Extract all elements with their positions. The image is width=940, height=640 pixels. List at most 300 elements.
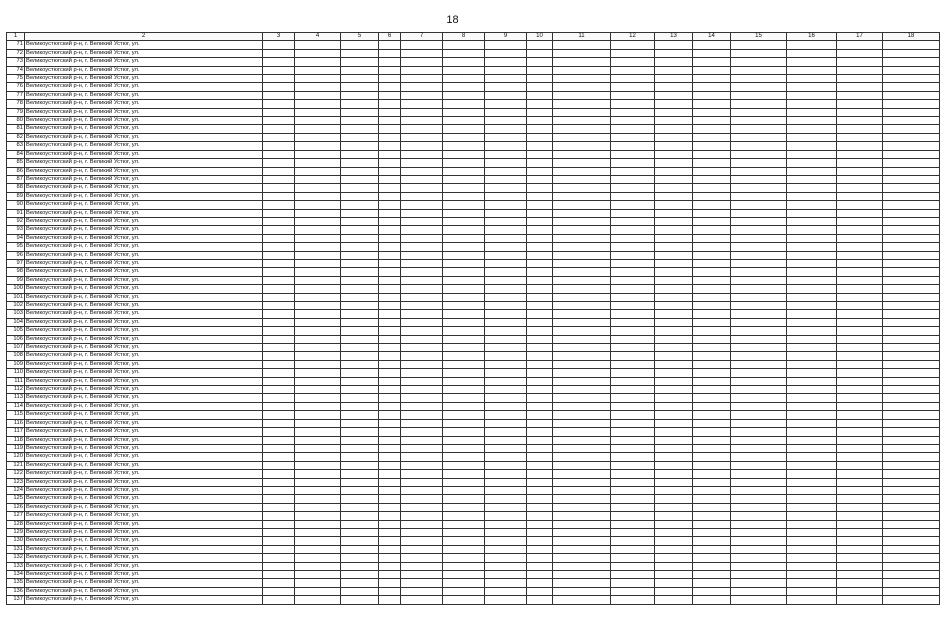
- row-number-cell: 118: [7, 436, 25, 444]
- table-row: [7, 495, 940, 503]
- table-row: [7, 133, 940, 141]
- table-cell: [263, 108, 295, 116]
- table-cell: [295, 444, 341, 452]
- table-cell: [341, 411, 379, 419]
- column-number-cell: 11: [553, 33, 611, 41]
- table-row: [7, 335, 940, 343]
- table-cell: [553, 133, 611, 141]
- table-cell: [295, 192, 341, 200]
- page-number: 18: [446, 14, 459, 26]
- table-cell: [787, 520, 837, 528]
- address-cell: Великоустюгский р-н, г. Великий Устюг, ул.: [25, 470, 263, 478]
- address-cell: Великоустюгский р-н, г. Великий Устюг, ул.: [25, 571, 263, 579]
- table-cell: [341, 520, 379, 528]
- table-cell: [787, 545, 837, 553]
- table-cell: [527, 335, 553, 343]
- table-cell: [341, 394, 379, 402]
- row-number-cell: 134: [7, 571, 25, 579]
- table-cell: [731, 125, 787, 133]
- row-number-cell: 112: [7, 386, 25, 394]
- table-cell: [787, 386, 837, 394]
- row-number-cell: 114: [7, 402, 25, 410]
- table-cell: [263, 394, 295, 402]
- table-cell: [693, 461, 731, 469]
- table-cell: [553, 268, 611, 276]
- table-cell: [295, 503, 341, 511]
- table-cell: [401, 377, 443, 385]
- table-cell: [341, 554, 379, 562]
- column-number-cell: 13: [655, 33, 693, 41]
- table-cell: [401, 503, 443, 511]
- table-cell: [443, 503, 485, 511]
- table-cell: [527, 91, 553, 99]
- table-cell: [341, 478, 379, 486]
- row-number-cell: 96: [7, 251, 25, 259]
- table-cell: [837, 411, 883, 419]
- table-cell: [883, 394, 940, 402]
- table-cell: [693, 142, 731, 150]
- table-cell: [527, 402, 553, 410]
- table-cell: [443, 49, 485, 57]
- table-cell: [693, 537, 731, 545]
- table-row: [7, 419, 940, 427]
- table-cell: [553, 66, 611, 74]
- table-cell: [837, 461, 883, 469]
- table-cell: [527, 159, 553, 167]
- table-cell: [379, 217, 401, 225]
- table-cell: [837, 444, 883, 452]
- row-number-cell: 81: [7, 125, 25, 133]
- table-cell: [379, 209, 401, 217]
- table-cell: [553, 226, 611, 234]
- table-cell: [731, 66, 787, 74]
- table-cell: [837, 360, 883, 368]
- table-cell: [485, 41, 527, 49]
- table-cell: [553, 327, 611, 335]
- table-cell: [693, 58, 731, 66]
- address-cell: Великоустюгский р-н, г. Великий Устюг, ул.: [25, 125, 263, 133]
- row-number-cell: 119: [7, 444, 25, 452]
- table-row: [7, 259, 940, 267]
- table-cell: [693, 49, 731, 57]
- table-cell: [611, 411, 655, 419]
- table-cell: [731, 360, 787, 368]
- table-cell: [379, 142, 401, 150]
- table-cell: [693, 444, 731, 452]
- table-cell: [485, 436, 527, 444]
- table-cell: [379, 369, 401, 377]
- table-cell: [655, 461, 693, 469]
- table-cell: [883, 302, 940, 310]
- table-row: [7, 91, 940, 99]
- row-number-cell: 107: [7, 344, 25, 352]
- table-cell: [837, 453, 883, 461]
- table-cell: [883, 58, 940, 66]
- table-cell: [883, 436, 940, 444]
- table-cell: [527, 327, 553, 335]
- table-cell: [553, 444, 611, 452]
- address-cell: Великоустюгский р-н, г. Великий Устюг, ул.: [25, 251, 263, 259]
- table-row: [7, 75, 940, 83]
- table-cell: [787, 470, 837, 478]
- table-cell: [295, 344, 341, 352]
- table-cell: [295, 419, 341, 427]
- table-cell: [787, 377, 837, 385]
- table-cell: [443, 310, 485, 318]
- table-cell: [527, 133, 553, 141]
- table-row: [7, 276, 940, 284]
- table-cell: [883, 411, 940, 419]
- table-cell: [693, 436, 731, 444]
- table-cell: [295, 495, 341, 503]
- address-cell: Великоустюгский р-н, г. Великий Устюг, ул.: [25, 478, 263, 486]
- table-cell: [731, 293, 787, 301]
- table-row: [7, 100, 940, 108]
- table-cell: [295, 243, 341, 251]
- row-number-cell: 84: [7, 150, 25, 158]
- table-cell: [263, 226, 295, 234]
- table-cell: [693, 91, 731, 99]
- table-cell: [787, 175, 837, 183]
- table-cell: [553, 461, 611, 469]
- table-cell: [787, 117, 837, 125]
- table-cell: [655, 175, 693, 183]
- table-cell: [401, 133, 443, 141]
- table-cell: [787, 571, 837, 579]
- table-cell: [611, 470, 655, 478]
- table-cell: [693, 209, 731, 217]
- table-row: [7, 58, 940, 66]
- table-cell: [485, 259, 527, 267]
- table-container: [6, 32, 915, 640]
- table-cell: [443, 428, 485, 436]
- table-cell: [693, 360, 731, 368]
- table-cell: [527, 386, 553, 394]
- table-cell: [401, 596, 443, 604]
- table-cell: [787, 554, 837, 562]
- table-cell: [787, 184, 837, 192]
- table-cell: [553, 537, 611, 545]
- table-cell: [401, 302, 443, 310]
- table-cell: [379, 184, 401, 192]
- table-cell: [341, 587, 379, 595]
- table-cell: [263, 444, 295, 452]
- table-cell: [837, 91, 883, 99]
- table-cell: [883, 184, 940, 192]
- table-cell: [787, 486, 837, 494]
- table-cell: [655, 192, 693, 200]
- table-cell: [655, 377, 693, 385]
- table-cell: [527, 478, 553, 486]
- address-cell: Великоустюгский р-н, г. Великий Устюг, ул.: [25, 150, 263, 158]
- table-cell: [611, 528, 655, 536]
- table-cell: [341, 276, 379, 284]
- table-cell: [443, 302, 485, 310]
- table-cell: [263, 209, 295, 217]
- table-cell: [787, 167, 837, 175]
- table-cell: [485, 184, 527, 192]
- table-cell: [341, 75, 379, 83]
- table-cell: [485, 470, 527, 478]
- table-cell: [837, 100, 883, 108]
- row-number-cell: 104: [7, 318, 25, 326]
- table-cell: [341, 545, 379, 553]
- table-cell: [655, 268, 693, 276]
- table-cell: [693, 75, 731, 83]
- table-cell: [655, 259, 693, 267]
- table-cell: [401, 571, 443, 579]
- table-cell: [379, 75, 401, 83]
- table-cell: [379, 91, 401, 99]
- column-numbers-row: [7, 33, 940, 41]
- table-cell: [527, 117, 553, 125]
- table-cell: [731, 117, 787, 125]
- table-cell: [341, 369, 379, 377]
- table-cell: [611, 302, 655, 310]
- table-cell: [527, 285, 553, 293]
- table-cell: [837, 192, 883, 200]
- table-cell: [837, 201, 883, 209]
- table-cell: [401, 83, 443, 91]
- table-cell: [295, 411, 341, 419]
- table-cell: [485, 512, 527, 520]
- table-cell: [837, 108, 883, 116]
- table-cell: [341, 495, 379, 503]
- table-row: [7, 159, 940, 167]
- table-cell: [655, 184, 693, 192]
- table-cell: [527, 58, 553, 66]
- table-cell: [485, 562, 527, 570]
- table-cell: [443, 495, 485, 503]
- table-cell: [485, 142, 527, 150]
- table-cell: [295, 133, 341, 141]
- table-cell: [883, 478, 940, 486]
- table-cell: [883, 226, 940, 234]
- row-number-cell: 80: [7, 117, 25, 125]
- table-cell: [883, 243, 940, 251]
- row-number-cell: 108: [7, 352, 25, 360]
- table-cell: [527, 444, 553, 452]
- table-cell: [341, 251, 379, 259]
- table-cell: [731, 503, 787, 511]
- row-number-cell: 110: [7, 369, 25, 377]
- table-cell: [443, 335, 485, 343]
- table-cell: [837, 554, 883, 562]
- table-cell: [401, 150, 443, 158]
- table-cell: [379, 159, 401, 167]
- table-cell: [341, 234, 379, 242]
- table-cell: [731, 310, 787, 318]
- table-cell: [341, 259, 379, 267]
- table-cell: [655, 562, 693, 570]
- table-cell: [693, 571, 731, 579]
- table-cell: [693, 545, 731, 553]
- table-cell: [655, 276, 693, 284]
- table-cell: [693, 159, 731, 167]
- table-cell: [693, 226, 731, 234]
- table-row: [7, 217, 940, 225]
- table-cell: [485, 386, 527, 394]
- table-cell: [655, 495, 693, 503]
- table-cell: [527, 276, 553, 284]
- table-cell: [401, 512, 443, 520]
- table-cell: [341, 150, 379, 158]
- table-cell: [837, 117, 883, 125]
- table-cell: [443, 259, 485, 267]
- table-cell: [693, 478, 731, 486]
- table-cell: [837, 259, 883, 267]
- table-cell: [527, 293, 553, 301]
- row-number-cell: 75: [7, 75, 25, 83]
- table-cell: [263, 159, 295, 167]
- table-cell: [341, 66, 379, 74]
- table-cell: [295, 285, 341, 293]
- table-cell: [401, 587, 443, 595]
- table-row: [7, 411, 940, 419]
- table-cell: [787, 528, 837, 536]
- table-cell: [527, 234, 553, 242]
- table-cell: [611, 318, 655, 326]
- table-cell: [401, 453, 443, 461]
- table-cell: [341, 571, 379, 579]
- address-cell: Великоустюгский р-н, г. Великий Устюг, ул.: [25, 394, 263, 402]
- table-cell: [485, 58, 527, 66]
- table-cell: [401, 234, 443, 242]
- table-cell: [883, 167, 940, 175]
- table-cell: [263, 100, 295, 108]
- table-cell: [527, 192, 553, 200]
- table-cell: [443, 91, 485, 99]
- table-cell: [837, 234, 883, 242]
- address-cell: Великоустюгский р-н, г. Великий Устюг, ул.: [25, 175, 263, 183]
- table-cell: [693, 243, 731, 251]
- address-cell: Великоустюгский р-н, г. Великий Устюг, ул.: [25, 537, 263, 545]
- address-cell: Великоустюгский р-н, г. Великий Устюг, ул.: [25, 209, 263, 217]
- table-cell: [693, 217, 731, 225]
- table-cell: [379, 495, 401, 503]
- table-cell: [553, 587, 611, 595]
- table-cell: [883, 100, 940, 108]
- table-cell: [527, 251, 553, 259]
- table-cell: [611, 75, 655, 83]
- table-cell: [295, 100, 341, 108]
- table-cell: [731, 335, 787, 343]
- table-cell: [443, 159, 485, 167]
- table-cell: [787, 66, 837, 74]
- table-cell: [883, 495, 940, 503]
- table-cell: [341, 192, 379, 200]
- table-cell: [655, 554, 693, 562]
- table-cell: [611, 369, 655, 377]
- table-cell: [379, 167, 401, 175]
- table-cell: [401, 167, 443, 175]
- table-cell: [655, 503, 693, 511]
- table-cell: [837, 369, 883, 377]
- row-number-cell: 106: [7, 335, 25, 343]
- table-cell: [787, 150, 837, 158]
- table-cell: [401, 352, 443, 360]
- table-row: [7, 327, 940, 335]
- table-row: [7, 444, 940, 452]
- table-cell: [341, 596, 379, 604]
- table-cell: [379, 285, 401, 293]
- table-cell: [341, 335, 379, 343]
- column-number-cell: 1: [7, 33, 25, 41]
- row-number-cell: 128: [7, 520, 25, 528]
- table-cell: [401, 579, 443, 587]
- row-number-cell: 101: [7, 293, 25, 301]
- table-cell: [401, 554, 443, 562]
- table-cell: [401, 117, 443, 125]
- table-cell: [341, 49, 379, 57]
- table-cell: [883, 503, 940, 511]
- table-cell: [611, 554, 655, 562]
- table-cell: [263, 125, 295, 133]
- table-cell: [263, 327, 295, 335]
- column-number-cell: 18: [883, 33, 940, 41]
- table-cell: [553, 545, 611, 553]
- table-cell: [837, 344, 883, 352]
- table-cell: [379, 503, 401, 511]
- table-cell: [485, 579, 527, 587]
- table-cell: [263, 352, 295, 360]
- table-cell: [731, 243, 787, 251]
- table-row: [7, 571, 940, 579]
- table-cell: [787, 419, 837, 427]
- table-cell: [837, 184, 883, 192]
- table-cell: [485, 75, 527, 83]
- column-number-cell: 6: [379, 33, 401, 41]
- row-number-cell: 137: [7, 596, 25, 604]
- table-cell: [379, 436, 401, 444]
- table-cell: [731, 495, 787, 503]
- row-number-cell: 73: [7, 58, 25, 66]
- table-cell: [655, 234, 693, 242]
- table-cell: [553, 159, 611, 167]
- table-cell: [611, 386, 655, 394]
- table-cell: [401, 75, 443, 83]
- table-cell: [731, 444, 787, 452]
- table-cell: [485, 478, 527, 486]
- table-cell: [731, 175, 787, 183]
- table-cell: [341, 562, 379, 570]
- table-cell: [341, 310, 379, 318]
- table-cell: [883, 142, 940, 150]
- table-cell: [341, 537, 379, 545]
- table-cell: [485, 453, 527, 461]
- table-cell: [731, 91, 787, 99]
- row-number-cell: 76: [7, 83, 25, 91]
- table-cell: [401, 293, 443, 301]
- table-cell: [553, 150, 611, 158]
- table-cell: [655, 596, 693, 604]
- table-cell: [443, 486, 485, 494]
- table-cell: [837, 209, 883, 217]
- table-cell: [883, 150, 940, 158]
- table-cell: [611, 58, 655, 66]
- table-cell: [379, 117, 401, 125]
- table-cell: [611, 192, 655, 200]
- table-cell: [527, 167, 553, 175]
- table-cell: [655, 302, 693, 310]
- table-cell: [655, 344, 693, 352]
- table-row: [7, 184, 940, 192]
- table-cell: [485, 268, 527, 276]
- table-cell: [837, 402, 883, 410]
- table-cell: [379, 276, 401, 284]
- table-cell: [553, 402, 611, 410]
- table-cell: [655, 91, 693, 99]
